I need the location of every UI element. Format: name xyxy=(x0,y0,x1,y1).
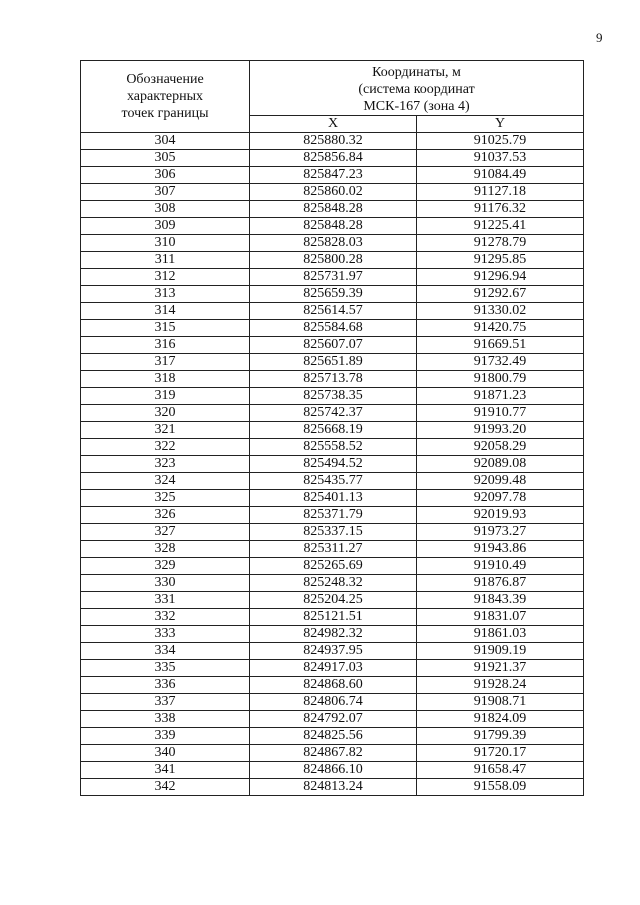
y-cell: 91973.27 xyxy=(417,524,584,541)
header-coordinates-line-1: Координаты, м xyxy=(372,64,461,80)
table-row xyxy=(81,473,584,490)
table-row xyxy=(81,184,584,201)
x-cell: 825435.77 xyxy=(250,473,417,490)
x-cell: 825856.84 xyxy=(250,150,417,167)
x-cell: 825607.07 xyxy=(250,337,417,354)
point-cell: 341 xyxy=(81,762,250,779)
point-cell: 311 xyxy=(81,252,250,269)
y-cell: 91658.47 xyxy=(417,762,584,779)
y-cell: 91127.18 xyxy=(417,184,584,201)
x-cell: 825651.89 xyxy=(250,354,417,371)
table-row xyxy=(81,745,584,762)
point-cell: 310 xyxy=(81,235,250,252)
point-cell: 333 xyxy=(81,626,250,643)
point-cell: 314 xyxy=(81,303,250,320)
x-cell: 825494.52 xyxy=(250,456,417,473)
table-row xyxy=(81,524,584,541)
point-cell: 306 xyxy=(81,167,250,184)
point-cell: 321 xyxy=(81,422,250,439)
point-cell: 326 xyxy=(81,507,250,524)
y-cell: 92097.78 xyxy=(417,490,584,507)
x-cell: 825880.32 xyxy=(250,133,417,150)
x-cell: 825659.39 xyxy=(250,286,417,303)
x-cell: 824813.24 xyxy=(250,779,417,796)
table-body xyxy=(81,133,584,796)
point-cell: 317 xyxy=(81,354,250,371)
table-row xyxy=(81,405,584,422)
point-cell: 323 xyxy=(81,456,250,473)
y-cell: 91176.32 xyxy=(417,201,584,218)
x-cell: 824806.74 xyxy=(250,694,417,711)
y-cell: 91732.49 xyxy=(417,354,584,371)
x-cell: 825121.51 xyxy=(250,609,417,626)
x-cell: 825337.15 xyxy=(250,524,417,541)
point-cell: 316 xyxy=(81,337,250,354)
point-cell: 339 xyxy=(81,728,250,745)
table-row xyxy=(81,303,584,320)
point-cell: 327 xyxy=(81,524,250,541)
point-cell: 332 xyxy=(81,609,250,626)
point-cell: 336 xyxy=(81,677,250,694)
point-cell: 325 xyxy=(81,490,250,507)
y-cell: 91420.75 xyxy=(417,320,584,337)
header-designation-line-2: характерных xyxy=(126,89,204,104)
header-coordinates xyxy=(250,61,584,116)
table-row xyxy=(81,677,584,694)
y-cell: 91993.20 xyxy=(417,422,584,439)
table-row xyxy=(81,779,584,796)
table-row xyxy=(81,762,584,779)
x-cell: 825713.78 xyxy=(250,371,417,388)
table-row xyxy=(81,507,584,524)
y-cell: 91824.09 xyxy=(417,711,584,728)
point-cell: 312 xyxy=(81,269,250,286)
y-cell: 91910.77 xyxy=(417,405,584,422)
table-row xyxy=(81,490,584,507)
table-row xyxy=(81,320,584,337)
table-row xyxy=(81,456,584,473)
x-cell: 825401.13 xyxy=(250,490,417,507)
table-row xyxy=(81,422,584,439)
y-cell: 91871.23 xyxy=(417,388,584,405)
y-cell: 91928.24 xyxy=(417,677,584,694)
point-cell: 319 xyxy=(81,388,250,405)
y-cell: 91292.67 xyxy=(417,286,584,303)
point-cell: 320 xyxy=(81,405,250,422)
table-row xyxy=(81,269,584,286)
table-row xyxy=(81,626,584,643)
y-cell: 91909.19 xyxy=(417,643,584,660)
point-cell: 318 xyxy=(81,371,250,388)
y-cell: 91330.02 xyxy=(417,303,584,320)
table-row xyxy=(81,235,584,252)
y-cell: 91037.53 xyxy=(417,150,584,167)
point-cell: 340 xyxy=(81,745,250,762)
table-row xyxy=(81,337,584,354)
x-cell: 825848.28 xyxy=(250,218,417,235)
table-row xyxy=(81,371,584,388)
x-cell: 825742.37 xyxy=(250,405,417,422)
y-cell: 91800.79 xyxy=(417,371,584,388)
table-row xyxy=(81,609,584,626)
y-cell: 91669.51 xyxy=(417,337,584,354)
point-cell: 305 xyxy=(81,150,250,167)
point-cell: 315 xyxy=(81,320,250,337)
x-cell: 825668.19 xyxy=(250,422,417,439)
table-row xyxy=(81,541,584,558)
table-row xyxy=(81,660,584,677)
y-cell: 91943.86 xyxy=(417,541,584,558)
x-cell: 824937.95 xyxy=(250,643,417,660)
y-cell: 91278.79 xyxy=(417,235,584,252)
y-cell: 92089.08 xyxy=(417,456,584,473)
header-designation xyxy=(81,61,250,133)
table-row xyxy=(81,558,584,575)
x-cell: 825311.27 xyxy=(250,541,417,558)
header-coordinates-line-3: МСК-167 (зона 4) xyxy=(363,98,470,114)
x-cell: 824866.10 xyxy=(250,762,417,779)
x-cell: 824982.32 xyxy=(250,626,417,643)
y-cell: 91843.39 xyxy=(417,592,584,609)
table-row xyxy=(81,286,584,303)
y-cell: 91295.85 xyxy=(417,252,584,269)
header-coordinates-line-2: (система координат xyxy=(358,81,475,97)
point-cell: 324 xyxy=(81,473,250,490)
y-cell: 91225.41 xyxy=(417,218,584,235)
x-cell: 825371.79 xyxy=(250,507,417,524)
x-cell: 825584.68 xyxy=(250,320,417,337)
x-cell: 825738.35 xyxy=(250,388,417,405)
point-cell: 330 xyxy=(81,575,250,592)
y-cell: 91921.37 xyxy=(417,660,584,677)
table-row xyxy=(81,388,584,405)
table-row xyxy=(81,694,584,711)
y-cell: 92058.29 xyxy=(417,439,584,456)
point-cell: 308 xyxy=(81,201,250,218)
point-cell: 337 xyxy=(81,694,250,711)
table-row xyxy=(81,252,584,269)
y-cell: 92019.93 xyxy=(417,507,584,524)
table-row xyxy=(81,201,584,218)
y-cell: 91025.79 xyxy=(417,133,584,150)
x-cell: 825731.97 xyxy=(250,269,417,286)
header-designation-line-3: точек границы xyxy=(121,106,209,121)
header-y: Y xyxy=(417,116,584,133)
point-cell: 304 xyxy=(81,133,250,150)
x-cell: 825248.32 xyxy=(250,575,417,592)
x-cell: 824792.07 xyxy=(250,711,417,728)
point-cell: 338 xyxy=(81,711,250,728)
table-row xyxy=(81,150,584,167)
y-cell: 91799.39 xyxy=(417,728,584,745)
x-cell: 824867.82 xyxy=(250,745,417,762)
point-cell: 307 xyxy=(81,184,250,201)
point-cell: 335 xyxy=(81,660,250,677)
point-cell: 309 xyxy=(81,218,250,235)
x-cell: 825848.28 xyxy=(250,201,417,218)
y-cell: 91910.49 xyxy=(417,558,584,575)
page-number: 9 xyxy=(596,30,603,45)
x-cell: 825847.23 xyxy=(250,167,417,184)
point-cell: 329 xyxy=(81,558,250,575)
table-row xyxy=(81,439,584,456)
y-cell: 91908.71 xyxy=(417,694,584,711)
y-cell: 91720.17 xyxy=(417,745,584,762)
point-cell: 342 xyxy=(81,779,250,796)
x-cell: 824868.60 xyxy=(250,677,417,694)
x-cell: 825614.57 xyxy=(250,303,417,320)
x-cell: 824825.56 xyxy=(250,728,417,745)
x-cell: 825860.02 xyxy=(250,184,417,201)
table-row xyxy=(81,592,584,609)
point-cell: 331 xyxy=(81,592,250,609)
y-cell: 91296.94 xyxy=(417,269,584,286)
table-row xyxy=(81,643,584,660)
x-cell: 824917.03 xyxy=(250,660,417,677)
y-cell: 91876.87 xyxy=(417,575,584,592)
x-cell: 825265.69 xyxy=(250,558,417,575)
table-row xyxy=(81,711,584,728)
table-row xyxy=(81,728,584,745)
x-cell: 825558.52 xyxy=(250,439,417,456)
y-cell: 92099.48 xyxy=(417,473,584,490)
header-designation-line-1: Обозначение xyxy=(126,72,204,87)
y-cell: 91831.07 xyxy=(417,609,584,626)
point-cell: 334 xyxy=(81,643,250,660)
table-row xyxy=(81,167,584,184)
header-x: X xyxy=(250,116,417,133)
table-row xyxy=(81,133,584,150)
x-cell: 825828.03 xyxy=(250,235,417,252)
point-cell: 328 xyxy=(81,541,250,558)
point-cell: 322 xyxy=(81,439,250,456)
x-cell: 825204.25 xyxy=(250,592,417,609)
table-row xyxy=(81,354,584,371)
x-cell: 825800.28 xyxy=(250,252,417,269)
table-row xyxy=(81,575,584,592)
y-cell: 91084.49 xyxy=(417,167,584,184)
coordinates-table xyxy=(80,60,584,796)
y-cell: 91861.03 xyxy=(417,626,584,643)
y-cell: 91558.09 xyxy=(417,779,584,796)
point-cell: 313 xyxy=(81,286,250,303)
table-row xyxy=(81,218,584,235)
